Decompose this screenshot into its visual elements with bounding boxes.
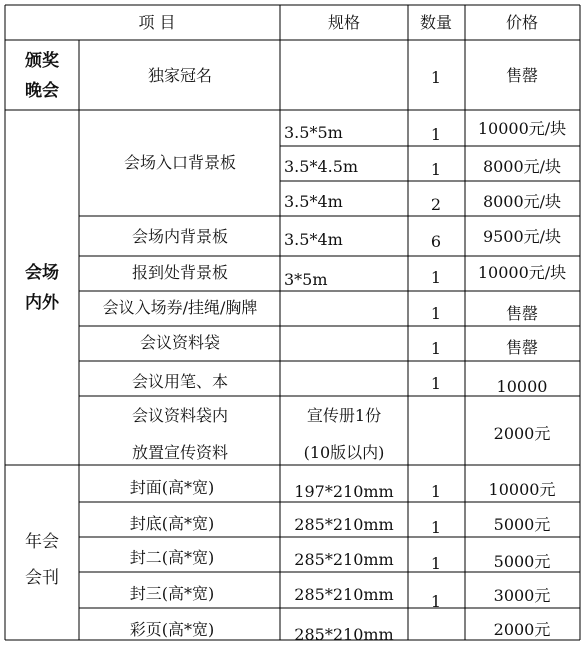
row-pens-price: 10000 [496,377,548,396]
row-color-item: 彩页(高*宽) [129,620,215,639]
row-cover2-spec: 285*210mm [294,550,394,569]
row-checkin-spec: 3*5m [284,270,328,289]
row-color-spec: 285*210mm [294,625,394,644]
group-journal-line1: 年会 [25,532,59,552]
row-cover3-qty: 1 [430,592,442,611]
row-back-spec: 285*210mm [294,515,394,534]
group-award-line1: 颁奖 [25,51,59,71]
row-cover2-price: 5000元 [493,552,551,571]
header-price: 价格 [505,13,539,32]
row-bag-price: 售罄 [505,338,539,357]
row-back-item: 封底(高*宽) [129,514,215,533]
row-entrance-spec-2: 3.5*4.5m [284,157,359,176]
header-spec: 规格 [327,13,361,32]
row-cover3-price: 3000元 [493,586,551,605]
group-journal-line2: 会刊 [25,568,59,588]
row-checkin-qty: 1 [430,268,442,287]
row-insert-price: 2000元 [493,424,551,443]
row-exclusive-price: 售罄 [505,66,539,85]
row-inner-qty: 6 [430,232,442,251]
row-back-price: 5000元 [493,515,551,534]
row-insert-spec-line2: (10版以内) [303,443,385,462]
row-cover2-item: 封二(高*宽) [129,548,215,567]
row-color-price: 2000元 [493,620,551,639]
row-cover-item: 封面(高*宽) [129,478,215,497]
row-checkin-price: 10000元/块 [477,263,567,282]
row-bag-qty: 1 [430,339,442,358]
row-entrance-price-2: 8000元/块 [482,157,562,176]
row-bag-item: 会议资料袋 [139,333,221,352]
row-entrance-price-1: 10000元/块 [477,119,567,138]
group-award-line2: 晚会 [25,81,59,101]
row-insert-spec-line1: 宣传册1份 [306,406,382,425]
row-inner-item: 会场内背景板 [131,227,229,246]
row-inner-price: 9500元/块 [482,227,562,246]
row-exclusive-qty: 1 [430,68,442,87]
row-exclusive-item: 独家冠名 [147,66,213,85]
row-inner-spec: 3.5*4m [284,230,343,249]
row-entrance-qty-3: 2 [430,195,442,214]
row-cover-spec: 197*210mm [294,482,394,501]
row-insert-item-line1: 会议资料袋内 [131,406,229,425]
header-item: 项 目 [138,13,176,32]
row-tickets-item: 会议入场券/挂绳/胸牌 [102,298,258,317]
row-cover-price: 10000元 [488,480,556,499]
row-entrance-qty-1: 1 [430,125,442,144]
row-entrance-item: 会场入口背景板 [123,153,237,172]
row-cover3-spec: 285*210mm [294,585,394,604]
row-pens-item: 会议用笔、本 [131,372,229,391]
row-entrance-spec-3: 3.5*4m [284,192,343,211]
row-cover-qty: 1 [430,482,442,501]
group-venue-line1: 会场 [25,263,59,283]
row-cover3-item: 封三(高*宽) [129,584,215,603]
row-tickets-qty: 1 [430,304,442,323]
row-tickets-price: 售罄 [505,304,539,323]
group-venue-line2: 内外 [25,293,59,313]
row-cover2-qty: 1 [430,554,442,573]
row-back-qty: 1 [430,518,442,537]
row-entrance-price-3: 8000元/块 [482,192,562,211]
row-entrance-spec-1: 3.5*5m [284,123,343,142]
row-entrance-qty-2: 1 [430,160,442,179]
row-checkin-item: 报到处背景板 [131,263,229,282]
row-insert-item-line2: 放置宣传资料 [131,443,229,462]
row-pens-qty: 1 [430,374,442,393]
header-qty: 数量 [419,13,453,32]
